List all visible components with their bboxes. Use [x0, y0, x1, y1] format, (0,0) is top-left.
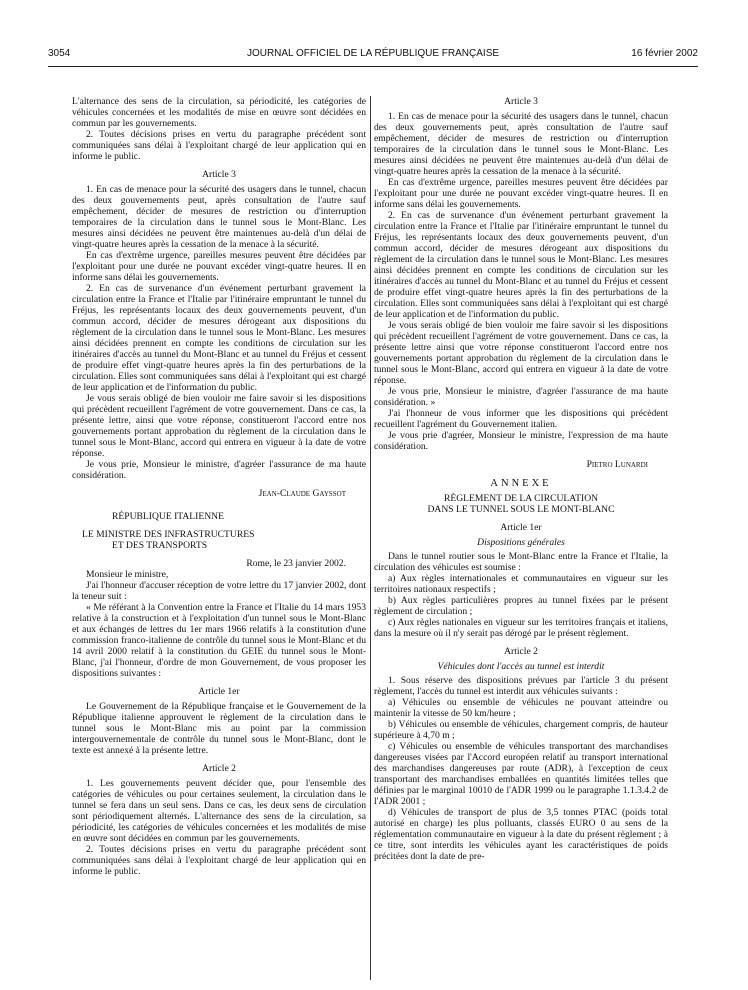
- paragraph: En cas d'extrême urgence, pareilles mesures peuvent être décidées par l'exploitant pour une durée ne pouvant excéder vingt-quatre heures. Il en informe sans délai les gouvernements.: [374, 177, 668, 210]
- article-heading: Article 3: [202, 169, 236, 180]
- list-item: a) Véhicules ou ensemble de véhicules ne pouvant atteindre ou maintenir la vitesse de 50 km/heure ;: [374, 697, 668, 719]
- paragraph: Je vous prie d'agréer, Monsieur le ministre, l'expression de ma haute considération.: [374, 430, 668, 452]
- paragraph: J'ai l'honneur de vous informer que les dispositions qui précèdent recueillent l'agrément du Gouvernement italien.: [374, 408, 668, 430]
- paragraph: 1. En cas de menace pour la sécurité des usagers dans le tunnel, chacun des deux gouvernements peut, après consultation de l'autre sauf empêchement, décider de mesures de restriction ou d'interruption temporaires de la circulation dans le tunnel sous le Mont-Blanc. Les mesures ainsi décidées ne peuvent être maintenues au-delà d'un délai de vingt-quatre heures après la cessation de la menace à la sécurité.: [72, 184, 366, 250]
- ministry-line: LE MINISTRE DES INFRASTRUCTURES: [82, 529, 255, 540]
- paragraph: Je vous serais obligé de bien vouloir me faire savoir si les dispositions qui précèdent recueillent l'agrément de votre gouvernement. Dans ce cas, la présente lettre ainsi que votre réponse constitueront l'accord entre nos gouvernements portant approbation du règlement de la circulation dans le tunnel sous le Mont-Blanc, accord qui entrera en vigueur à la date de votre réponse.: [374, 320, 668, 386]
- paragraph: 1. En cas de menace pour la sécurité des usagers dans le tunnel, chacun des deux gouvernements peut, après consultation de l'autre sauf empêchement, décider de mesures de restriction ou d'interruption temporaires de la circulation dans le tunnel sous le Mont-Blanc. Les mesures ainsi décidées ne peuvent être maintenues au-delà d'un délai de vingt-quatre heures après la cessation de la menace à la sécurité.: [374, 111, 668, 177]
- list-item: d) Véhicules de transport de plus de 3,5 tonnes PTAC (poids total autorisé en charge) les plus polluants, classés EURO 0 au sens de la réglementation communautaire en vigueur à la date du présent règlement ; à ce titre, sont interdits les véhicules ayant les caractéristiques de poids précitées dont la date de pre-: [374, 807, 668, 862]
- paragraph: 2. En cas de survenance d'un événement perturbant gravement la circulation entre la France et l'Italie par l'itinéraire empruntant le tunnel du Fréjus, les représentants locaux des deux gouvernements peuvent, d'un commun accord, décider de mesures dérogeant aux dispositions du règlement de la circulation dans le tunnel sous le Mont-Blanc. Les mesures ainsi décidées prennent en compte les conditions de circulation sur les itinéraires d'accès au tunnel du Mont-Blanc et au tunnel du Fréjus et cessent de produire effet vingt-quatre heures après la fin des perturbations de la circulation. Elles sont communiquées sans délai à l'exploitant qui est chargé de leur application et de l'information du public.: [374, 210, 668, 320]
- paragraph: 1. Sous réserve des dispositions prévues par l'article 3 du présent règlement, l'accès du tunnel est interdit aux véhicules suivants :: [374, 675, 668, 697]
- list-item: b) Aux règles particulières propres au tunnel fixées par le présent règlement de circulation ;: [374, 595, 668, 617]
- paragraph: Je vous prie, Monsieur le ministre, d'agréer l'assurance de ma haute considération. »: [374, 386, 668, 408]
- annex-subtitle: RÈGLEMENT DE LA CIRCULATION: [443, 493, 599, 504]
- journal-title: JOURNAL OFFICIEL DE LA RÉPUBLIQUE FRANÇAISE: [246, 48, 500, 59]
- article-heading: Article 2: [202, 763, 236, 774]
- paragraph: 2. Toutes décisions prises en vertu du paragraphe précédent sont communiquées sans délai à l'exploitant chargé de leur application qui en informe le public.: [72, 844, 366, 877]
- page-header: [48, 48, 698, 62]
- annex-subtitle: DANS LE TUNNEL SOUS LE MONT-BLANC: [427, 504, 615, 515]
- page-number: 3054: [48, 48, 71, 59]
- paragraph: 2. En cas de survenance d'un événement perturbant gravement la circulation entre la France et l'Italie par l'itinéraire empruntant le tunnel du Fréjus, les représentants locaux des deux gouvernements peuvent, d'un commun accord, décider de mesures dérogeant aux dispositions du règlement de la circulation dans le tunnel sous le Mont-Blanc. Les mesures ainsi décidées prennent en compte les conditions de circulation sur les itinéraires d'accès au tunnel du Mont-Blanc et au tunnel du Fréjus et cessent de produire effet vingt-quatre heures après la fin des perturbations de la circulation. Elles sont communiquées sans délai à l'exploitant qui est chargé de leur application et de l'information du public.: [72, 283, 366, 393]
- list-item: b) Véhicules ou ensemble de véhicules, chargement compris, de hauteur supérieure à 4,70 m ;: [374, 719, 668, 741]
- paragraph: En cas d'extrême urgence, pareilles mesures peuvent être décidées par l'exploitant pour une durée ne pouvant excéder vingt-quatre heures. Il en informe sans délai les gouvernements.: [72, 250, 366, 283]
- list-item: c) Aux règles nationales en vigueur sur les territoires français et italiens, dans la mesure où il n'y serait pas dérogé par le présent règlement.: [374, 617, 668, 639]
- paragraph: Je vous prie, Monsieur le ministre, d'agréer l'assurance de ma haute considération.: [72, 459, 366, 481]
- paragraph: J'ai l'honneur d'accuser réception de votre lettre du 17 janvier 2002, dont la teneur suit :: [72, 580, 366, 602]
- article-heading: Article 2: [504, 646, 538, 657]
- place-date: Rome, le 23 janvier 2002.: [246, 558, 346, 569]
- article-heading: Article 1er: [500, 522, 542, 533]
- ministry-line: ET DES TRANSPORTS: [112, 540, 208, 551]
- list-item: c) Véhicules ou ensemble de véhicules transportant des marchandises dangereuses visées par l'Accord européen relatif au transport international des marchandises dangereuses par route (ADR), à l'exception de ceux transportant des marchandises emballées en quantités limitées telles que définies par le marginal 10010 de l'ADR 1999 ou le paragraphe 1.1.3.4.2 de l'ADR 2001 ;: [374, 741, 668, 807]
- paragraph: L'alternance des sens de la circulation, sa périodicité, les catégories de véhicules concernées et les modalités de mise en œuvre sont décidées en commun par les gouvernements.: [72, 96, 366, 129]
- left-column: [72, 96, 366, 877]
- column-divider: [370, 96, 371, 980]
- paragraph: Je vous serais obligé de bien vouloir me faire savoir si les dispositions qui précèdent recueillent l'agrément de votre gouvernement. Dans ce cas, la présente lettre, ainsi que votre réponse, constitueront l'accord entre nos gouvernements portant approbation du règlement de la circulation dans le tunnel sous le Mont-Blanc, accord qui entrera en vigueur à la date de votre réponse.: [72, 393, 366, 459]
- paragraph: Le Gouvernement de la République française et le Gouvernement de la République italienne approuvent le règlement de la circulation dans le tunnel sous le Mont-Blanc mis au point par la commission intergouvernementale de contrôle du tunnel sous le Mont-Blanc, dont le texte est annexé à la présente lettre.: [72, 701, 366, 756]
- signature: Jean-Claude Gayssot: [258, 488, 346, 499]
- republic-heading: RÉPUBLIQUE ITALIENNE: [112, 511, 224, 522]
- paragraph: 2. Toutes décisions prises en vertu du paragraphe précédent sont communiquées sans délai à l'exploitant chargé de leur application qui en informe le public.: [72, 129, 366, 162]
- section-title: Véhicules dont l'accès au tunnel est interdit: [437, 661, 605, 672]
- signature: Pietro Lunardi: [586, 459, 648, 470]
- salutation: Monsieur le ministre,: [86, 569, 169, 580]
- list-item: a) Aux règles internationales et communautaires en vigueur sur les territoires nationaux respectifs ;: [374, 573, 668, 595]
- issue-date: 16 février 2002: [631, 48, 698, 59]
- paragraph: Dans le tunnel routier sous le Mont-Blanc entre la France et l'Italie, la circulation des véhicules est soumise :: [374, 551, 668, 573]
- paragraph: « Me référant à la Convention entre la France et l'Italie du 14 mars 1953 relative à la construction et à l'exploitation d'un tunnel sous le Mont-Blanc et aux échanges de lettres du 1er mars 1966 relatifs à la constitution d'une commission franco-italienne de contrôle du tunnel sous le Mont-Blanc et du 14 avril 2000 relatif à la constitution du GEIE du tunnel sous le Mont-Blanc, j'ai l'honneur, d'ordre de mon Gouvernement, de vous proposer les dispositions suivantes :: [72, 602, 366, 679]
- section-title: Dispositions générales: [477, 537, 565, 548]
- paragraph: 1. Les gouvernements peuvent décider que, pour l'ensemble des catégories de véhicules ou pour certaines seulement, la circulation dans le tunnel se fera dans un seul sens. Dans ce cas, les deux sens de circulation sont périodiquement alternés. L'alternance des sens de la circulation, sa périodicité, les catégories de véhicules concernées et les modalités de mise en œuvre sont décidées en commun par les gouvernements.: [72, 778, 366, 844]
- article-heading: Article 3: [504, 96, 538, 107]
- article-heading: Article 1er: [198, 686, 240, 697]
- annex-title: ANNEXE: [490, 478, 552, 489]
- right-column: [374, 96, 668, 862]
- header-rule: [48, 66, 698, 67]
